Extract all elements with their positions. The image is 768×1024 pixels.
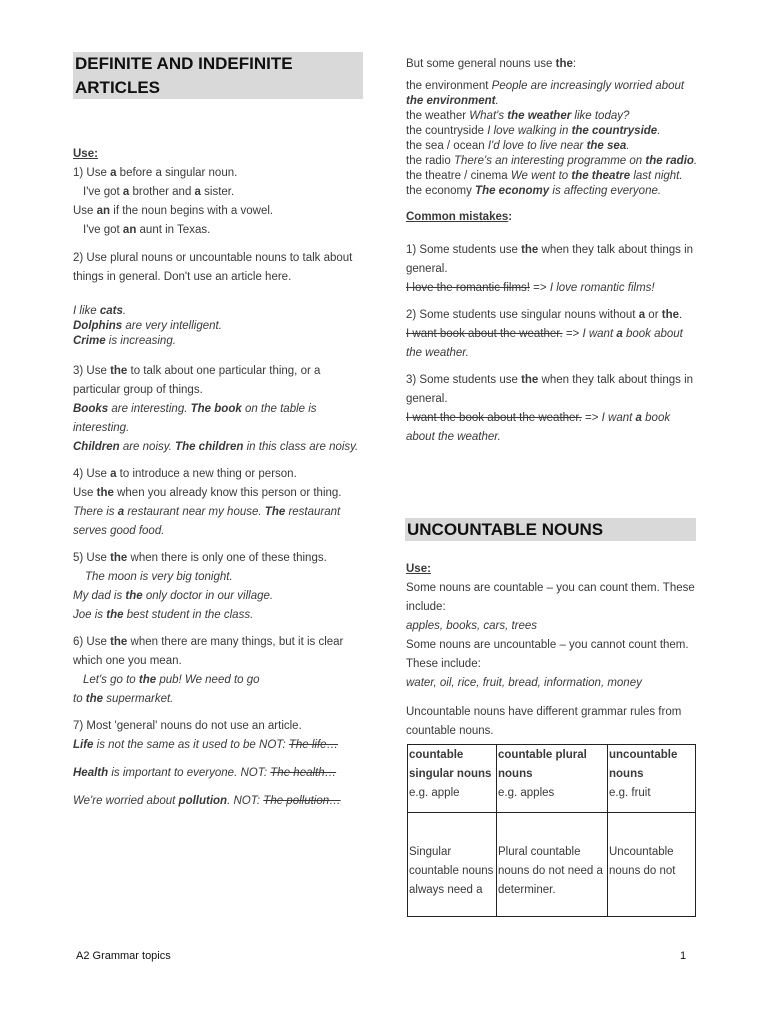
- header-example: e.g. apples: [498, 787, 555, 799]
- articles-rules: [73, 145, 365, 811]
- table-cell: Plural countable nouns do not need a determiner.: [497, 813, 608, 917]
- rule-4-line-2: Use the when you already know this person or thing.: [73, 487, 342, 499]
- rule-6-example-2: to the supermarket.: [73, 693, 174, 705]
- title-uncountable-nouns: [405, 518, 696, 541]
- table-row: [408, 745, 696, 813]
- uncountable-line-3: Uncountable nouns have different grammar rules from countable nouns.: [406, 706, 682, 737]
- header-example: e.g. apple: [409, 787, 460, 799]
- mistake-2: 2) Some students use singular nouns without a or the.: [406, 309, 683, 321]
- uncountable-examples: water, oil, rice, fruit, bread, information, money: [406, 677, 642, 689]
- rule-1-example-1: I've got a brother and a sister.: [83, 186, 235, 198]
- rule-6: 6) Use the when there are many things, but it is clear which one you mean.: [73, 636, 344, 667]
- general-nouns-intro: But some general nouns use the:: [406, 58, 577, 70]
- general-noun-theatre: the theatre / cinema We went to the theatre last night.: [406, 170, 683, 182]
- general-nouns-section: [406, 55, 698, 447]
- rule-7: 7) Most 'general' nouns do not use an article.: [73, 720, 302, 732]
- rule-2-example-2: Dolphins are very intelligent.: [73, 320, 222, 332]
- general-noun-weather: the weather What's the weather like today?: [406, 110, 630, 122]
- rule-1-line-2: Use an if the noun begins with a vowel.: [73, 205, 274, 217]
- rule-2-example-1: I like cats.: [73, 305, 127, 317]
- rule-2: 2) Use plural nouns or uncountable nouns to talk about things in general. Don't use an article here.: [73, 252, 353, 283]
- general-noun-sea: the sea / ocean I'd love to live near the sea.: [406, 140, 630, 152]
- header-countable-plural: countable plural nouns: [498, 749, 587, 780]
- rule-3-example-2: Children are noisy. The children in this class are noisy.: [73, 441, 359, 453]
- rule-5-example-3: Joe is the best student in the class.: [73, 609, 254, 621]
- rule-1-example-2: I've got an aunt in Texas.: [83, 224, 211, 236]
- header-countable-singular: countable singular nouns: [409, 749, 492, 780]
- rule-6-example-1: Let's go to the pub! We need to go: [83, 674, 260, 686]
- mistake-2-example: I want book about the weather. => I want a book about the weather.: [406, 328, 683, 359]
- title-text: DEFINITE AND INDEFINITE ARTICLES: [75, 54, 293, 97]
- rule-5-example-2: My dad is the only doctor in our village.: [73, 590, 274, 602]
- nouns-table: [407, 744, 696, 917]
- use-label: Use:: [73, 148, 98, 160]
- general-nouns-list: [406, 79, 698, 199]
- uncountable-line-1: Some nouns are countable – you can count them. These include:: [406, 582, 695, 613]
- rule-4-example: There is a restaurant near my house. The restaurant serves good food.: [73, 506, 341, 537]
- general-noun-countryside: the countryside I love walking in the countryside.: [406, 125, 661, 137]
- mistake-3-example: I want the book about the weather. => I want a book about the weather.: [406, 412, 671, 443]
- rule-3-example-1: Books are interesting. The book on the table is interesting.: [73, 403, 317, 434]
- footer-title: A2 Grammar topics: [76, 950, 171, 962]
- table-row: [408, 813, 696, 917]
- rule-2-example-3: Crime is increasing.: [73, 335, 176, 347]
- rule-7-example-2: Health is important to everyone. NOT: The health…: [73, 767, 337, 779]
- general-noun-radio: the radio There's an interesting programme on the radio.: [406, 155, 698, 167]
- general-noun-economy: the economy The economy is affecting everyone.: [406, 185, 662, 197]
- rule-5-example-1: The moon is very big tonight.: [85, 571, 233, 583]
- mistake-3: 3) Some students use the when they talk about things in general.: [406, 374, 694, 405]
- rule-1: 1) Use a before a singular noun.: [73, 167, 238, 179]
- table-header-cell: [608, 745, 696, 813]
- rule-7-example-3: We're worried about pollution. NOT: The pollution…: [73, 795, 341, 807]
- table-cell: Uncountable nouns do not: [608, 813, 696, 917]
- rule-2-examples: [73, 304, 365, 349]
- title2-text: UNCOUNTABLE NOUNS: [407, 520, 604, 539]
- table-header-cell: [497, 745, 608, 813]
- general-noun-environment: the environment People are increasingly worried about the environment.: [406, 80, 685, 107]
- table-header-cell: [408, 745, 497, 813]
- page-number: 1: [680, 950, 687, 962]
- uncountable-line-2: Some nouns are uncountable – you cannot count them. These include:: [406, 639, 689, 670]
- uncountable-section: [406, 560, 698, 741]
- title-definite-indefinite-articles: [73, 52, 363, 99]
- common-mistakes-label: Common mistakes:: [406, 211, 513, 223]
- rule-3: 3) Use the to talk about one particular thing, or a particular group of things.: [73, 365, 321, 396]
- header-example: e.g. fruit: [609, 787, 651, 799]
- rule-5: 5) Use the when there is only one of these things.: [73, 552, 327, 564]
- uncountable-use-label: Use:: [406, 563, 431, 575]
- rule-4: 4) Use a to introduce a new thing or person.: [73, 468, 297, 480]
- mistake-1: 1) Some students use the when they talk about things in general.: [406, 244, 694, 275]
- table-cell: Singular countable nouns always need a: [408, 813, 497, 917]
- rule-7-example-1: Life is not the same as it used to be NOT: The life…: [73, 739, 339, 751]
- header-uncountable: uncountable nouns: [609, 749, 678, 780]
- mistake-1-example: I love the romantic films! => I love romantic films!: [406, 282, 655, 294]
- uncountable-countable-examples: apples, books, cars, trees: [406, 620, 538, 632]
